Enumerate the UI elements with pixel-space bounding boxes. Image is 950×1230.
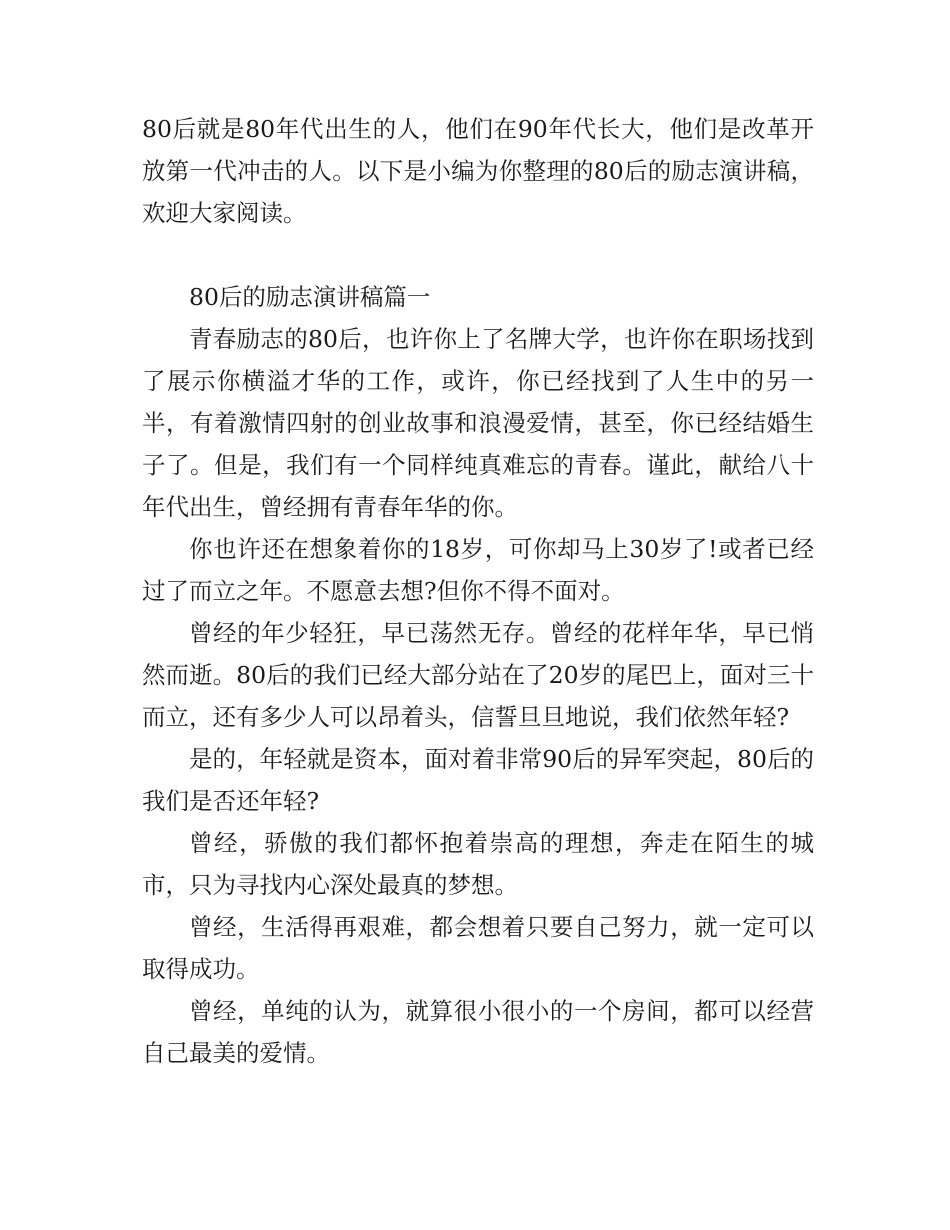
- intro-paragraph: 80后就是80年代出生的人，他们在90年代长大，他们是改革开放第一代冲击的人。以下是小编为你整理的80后的励志演讲稿，欢迎大家阅读。: [142, 115, 814, 227]
- body-paragraph-7: 曾经，单纯的认为，就算很小很小的一个房间，都可以经营自己最美的爱情。: [142, 997, 814, 1067]
- body-paragraph-5: 曾经，骄傲的我们都怀抱着崇高的理想，奔走在陌生的城市，只为寻找内心深处最真的梦想。: [142, 829, 814, 899]
- section-heading: 80后的励志演讲稿篇一: [189, 283, 431, 311]
- body-paragraph-3: 曾经的年少轻狂，早已荡然无存。曾经的花样年华，早已悄然而逝。80后的我们已经大部分站在了20岁的尾巴上，面对三十而立，还有多少人可以昂着头，信誓旦旦地说，我们依然年轻?: [142, 619, 814, 731]
- body-paragraph-6: 曾经，生活得再艰难，都会想着只要自己努力，就一定可以取得成功。: [142, 913, 814, 983]
- body-paragraph-1: 青春励志的80后，也许你上了名牌大学，也许你在职场找到了展示你横溢才华的工作，或许，你已经找到了人生中的另一半，有着激情四射的创业故事和浪漫爱情，甚至，你已经结婚生子了。但是，我们有一个同样纯真难忘的青春。谨此，献给八十年代出生，曾经拥有青春年华的你。: [142, 325, 814, 521]
- body-paragraph-4: 是的，年轻就是资本，面对着非常90后的异军突起，80后的我们是否还年轻?: [142, 745, 814, 815]
- document-page: [142, 108, 814, 1074]
- body-paragraph-2: 你也许还在想象着你的18岁，可你却马上30岁了!或者已经过了而立之年。不愿意去想?但你不得不面对。: [142, 535, 814, 605]
